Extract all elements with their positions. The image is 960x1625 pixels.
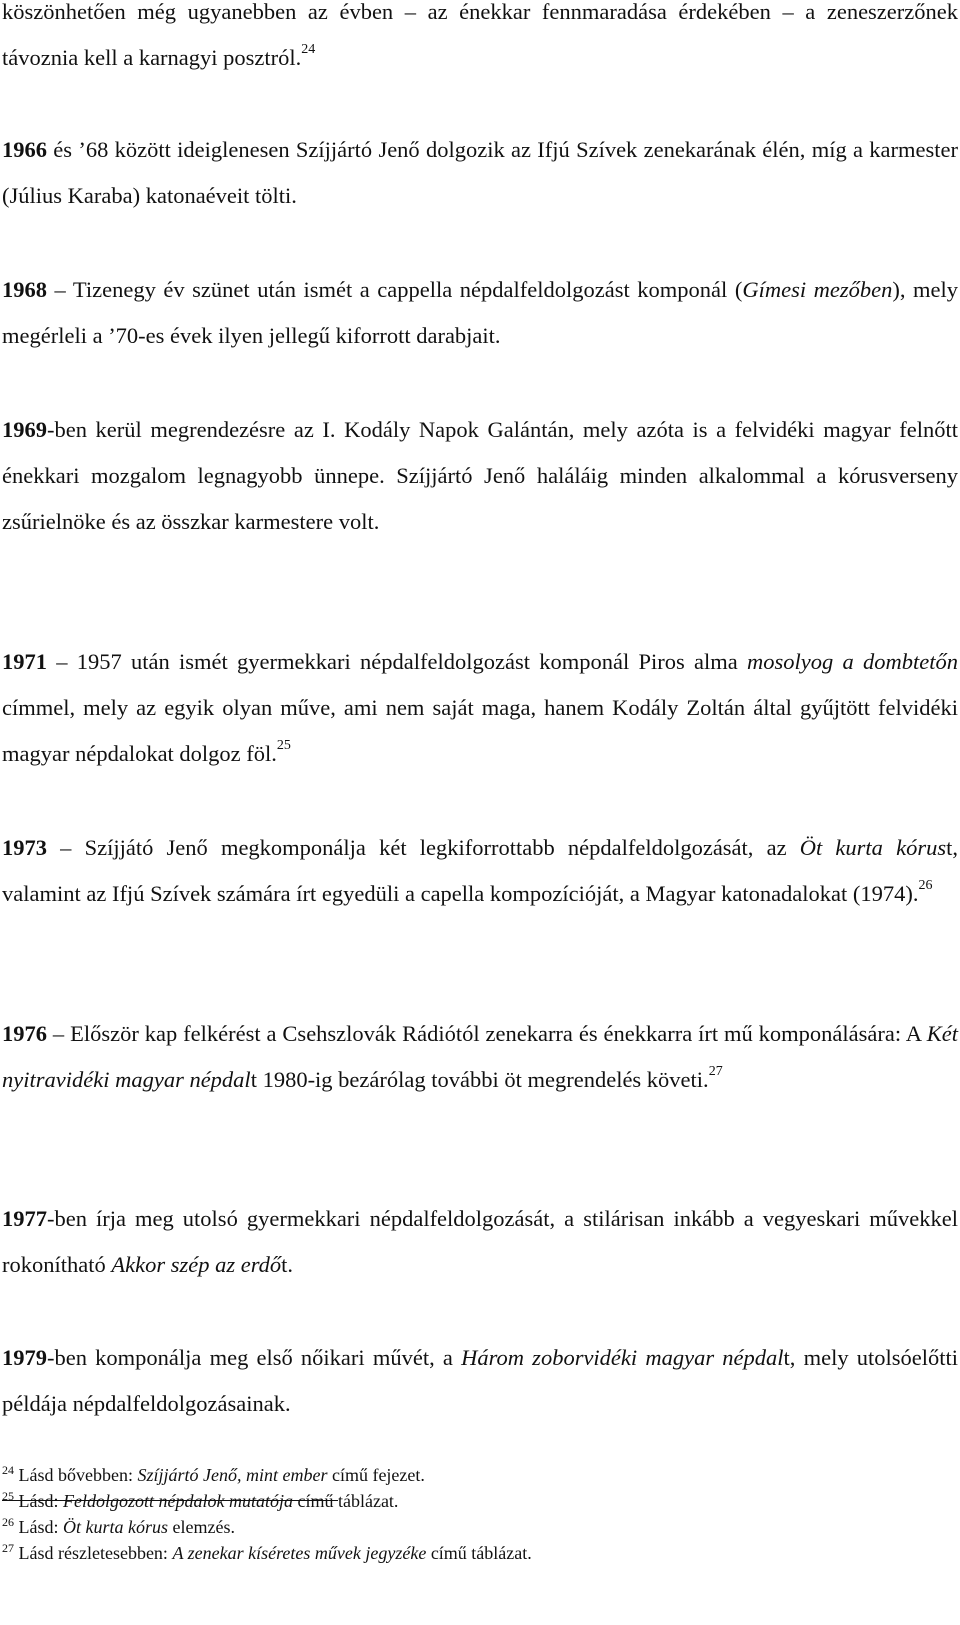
text-run: Lásd: [14, 1491, 63, 1511]
year-label: 1973 [2, 835, 47, 860]
paragraph-1969 [2, 407, 958, 545]
work-title: Öt kurta kórus [799, 835, 947, 860]
footnote-ref: 27 [2, 1541, 14, 1555]
year-label: 1968 [2, 277, 47, 302]
text-run: -ben komponálja meg első nőikari művét, a [47, 1345, 462, 1370]
footnote-ref: 25 [276, 738, 291, 753]
paragraph-1977 [2, 1196, 958, 1288]
footnote-27 [2, 1540, 958, 1566]
text-run: köszönhetően még ugyanebben az évben – az énekkar fennmaradása érdekében – a zeneszerzőnek távoznia kell a karnagyi posztról. [2, 0, 958, 70]
year-label: 1969 [2, 417, 47, 442]
footnote-24 [2, 1462, 958, 1488]
work-title: Három zoborvidéki magyar népdal [461, 1345, 784, 1370]
text-run: -ben írja meg utolsó gyermekkari népdalfeldolgozását, a stilárisan inkább a vegyeskari művekkel rokonítható [2, 1206, 958, 1277]
paragraph-1971 [2, 639, 958, 777]
text-run: Lásd: [14, 1517, 63, 1537]
year-label: 1966 [2, 137, 47, 162]
work-title: mosolyog a dombtetőn [746, 649, 958, 674]
text-run: című táblázat. [292, 1491, 399, 1511]
text-run: Lásd részletesebben: [14, 1543, 173, 1563]
paragraph-1976 [2, 1011, 958, 1103]
year-label: 1979 [2, 1345, 47, 1370]
footnote-ref: 24 [301, 42, 316, 57]
year-label: 1976 [2, 1021, 47, 1046]
year-label: 1971 [2, 649, 47, 674]
text-run: és ’68 között ideiglenesen Szíjjártó Jenő dolgozik az Ifjú Szívek zenekarának élén, míg a karmester (Július Karaba) katonaéveit tölti. [2, 137, 958, 208]
work-title: Két nyitravidéki magyar népdal [2, 1021, 958, 1092]
text-run: elemzés. [168, 1517, 235, 1537]
work-title: Akkor szép az erdő [111, 1252, 282, 1277]
footnote-ref: 26 [918, 878, 933, 893]
text-run: Lásd bővebben: [14, 1465, 138, 1485]
text-run: t, mely utolsóelőtti példája népdalfeldolgozásainak. [2, 1345, 959, 1416]
text-run: – Szíjjátó Jenő megkomponálja két legkiforrottabb népdalfeldolgozását, az [47, 835, 800, 860]
footnote-ref: 27 [708, 1064, 723, 1079]
paragraph-intro [2, 0, 958, 81]
work-title: Feldolgozott népdalok mutatója [63, 1491, 293, 1511]
text-run: t. [281, 1252, 294, 1277]
text-run: -ben kerül megrendezésre az I. Kodály Napok Galántán, mely azóta is a felvidéki magyar felnőtt énekkari mozgalom legnagyobb ünnepe. Szíjjártó Jenő haláláig minden alkalommal a kórusverseny zsűrielnöke és az összkar karmestere volt. [2, 417, 958, 534]
paragraph-1968 [2, 267, 958, 359]
footnote-ref: 25 [2, 1489, 14, 1503]
work-title: Szíjjártó Jenő, mint ember [137, 1465, 328, 1485]
text-run: ), mely megérleli a ’70-es évek ilyen jellegű kiforrott darabjait. [2, 277, 959, 348]
work-title: A zenekar kíséretes művek jegyzéke [172, 1543, 427, 1563]
text-run: – Először kap felkérést a Csehszlovák Rádiótól zenekarra és énekkarra írt mű komponálására: A [47, 1021, 927, 1046]
text-run: című fejezet. [327, 1465, 425, 1485]
footnote-ref: 26 [2, 1515, 14, 1529]
paragraph-1973 [2, 825, 958, 917]
text-run: – Tizenegy év szünet után ismét a cappella népdalfeldolgozást komponál ( [47, 277, 743, 302]
text-run: – 1957 után ismét gyermekkari népdalfeldolgozást komponál Piros alma [47, 649, 747, 674]
paragraph-1979 [2, 1335, 958, 1427]
text-run: címmel, mely az egyik olyan műve, ami nem saját maga, hanem Kodály Zoltán által gyűjtött felvidéki magyar népdalokat dolgoz föl. [2, 695, 958, 766]
text-run: t, valamint az Ifjú Szívek számára írt egyedüli a capella kompozícióját, a Magyar katonadalokat (1974). [2, 835, 958, 906]
work-title: Öt kurta kórus [63, 1517, 168, 1537]
footnote-25 [2, 1488, 958, 1514]
work-title: Gímesi mezőben [742, 277, 893, 302]
text-run: című táblázat. [426, 1543, 532, 1563]
footnote-26 [2, 1514, 958, 1540]
paragraph-1966 [2, 127, 958, 219]
text-run: t 1980-ig bezárólag további öt megrendelés követi. [250, 1067, 709, 1092]
year-label: 1977 [2, 1206, 47, 1231]
footnote-ref: 24 [2, 1463, 14, 1477]
